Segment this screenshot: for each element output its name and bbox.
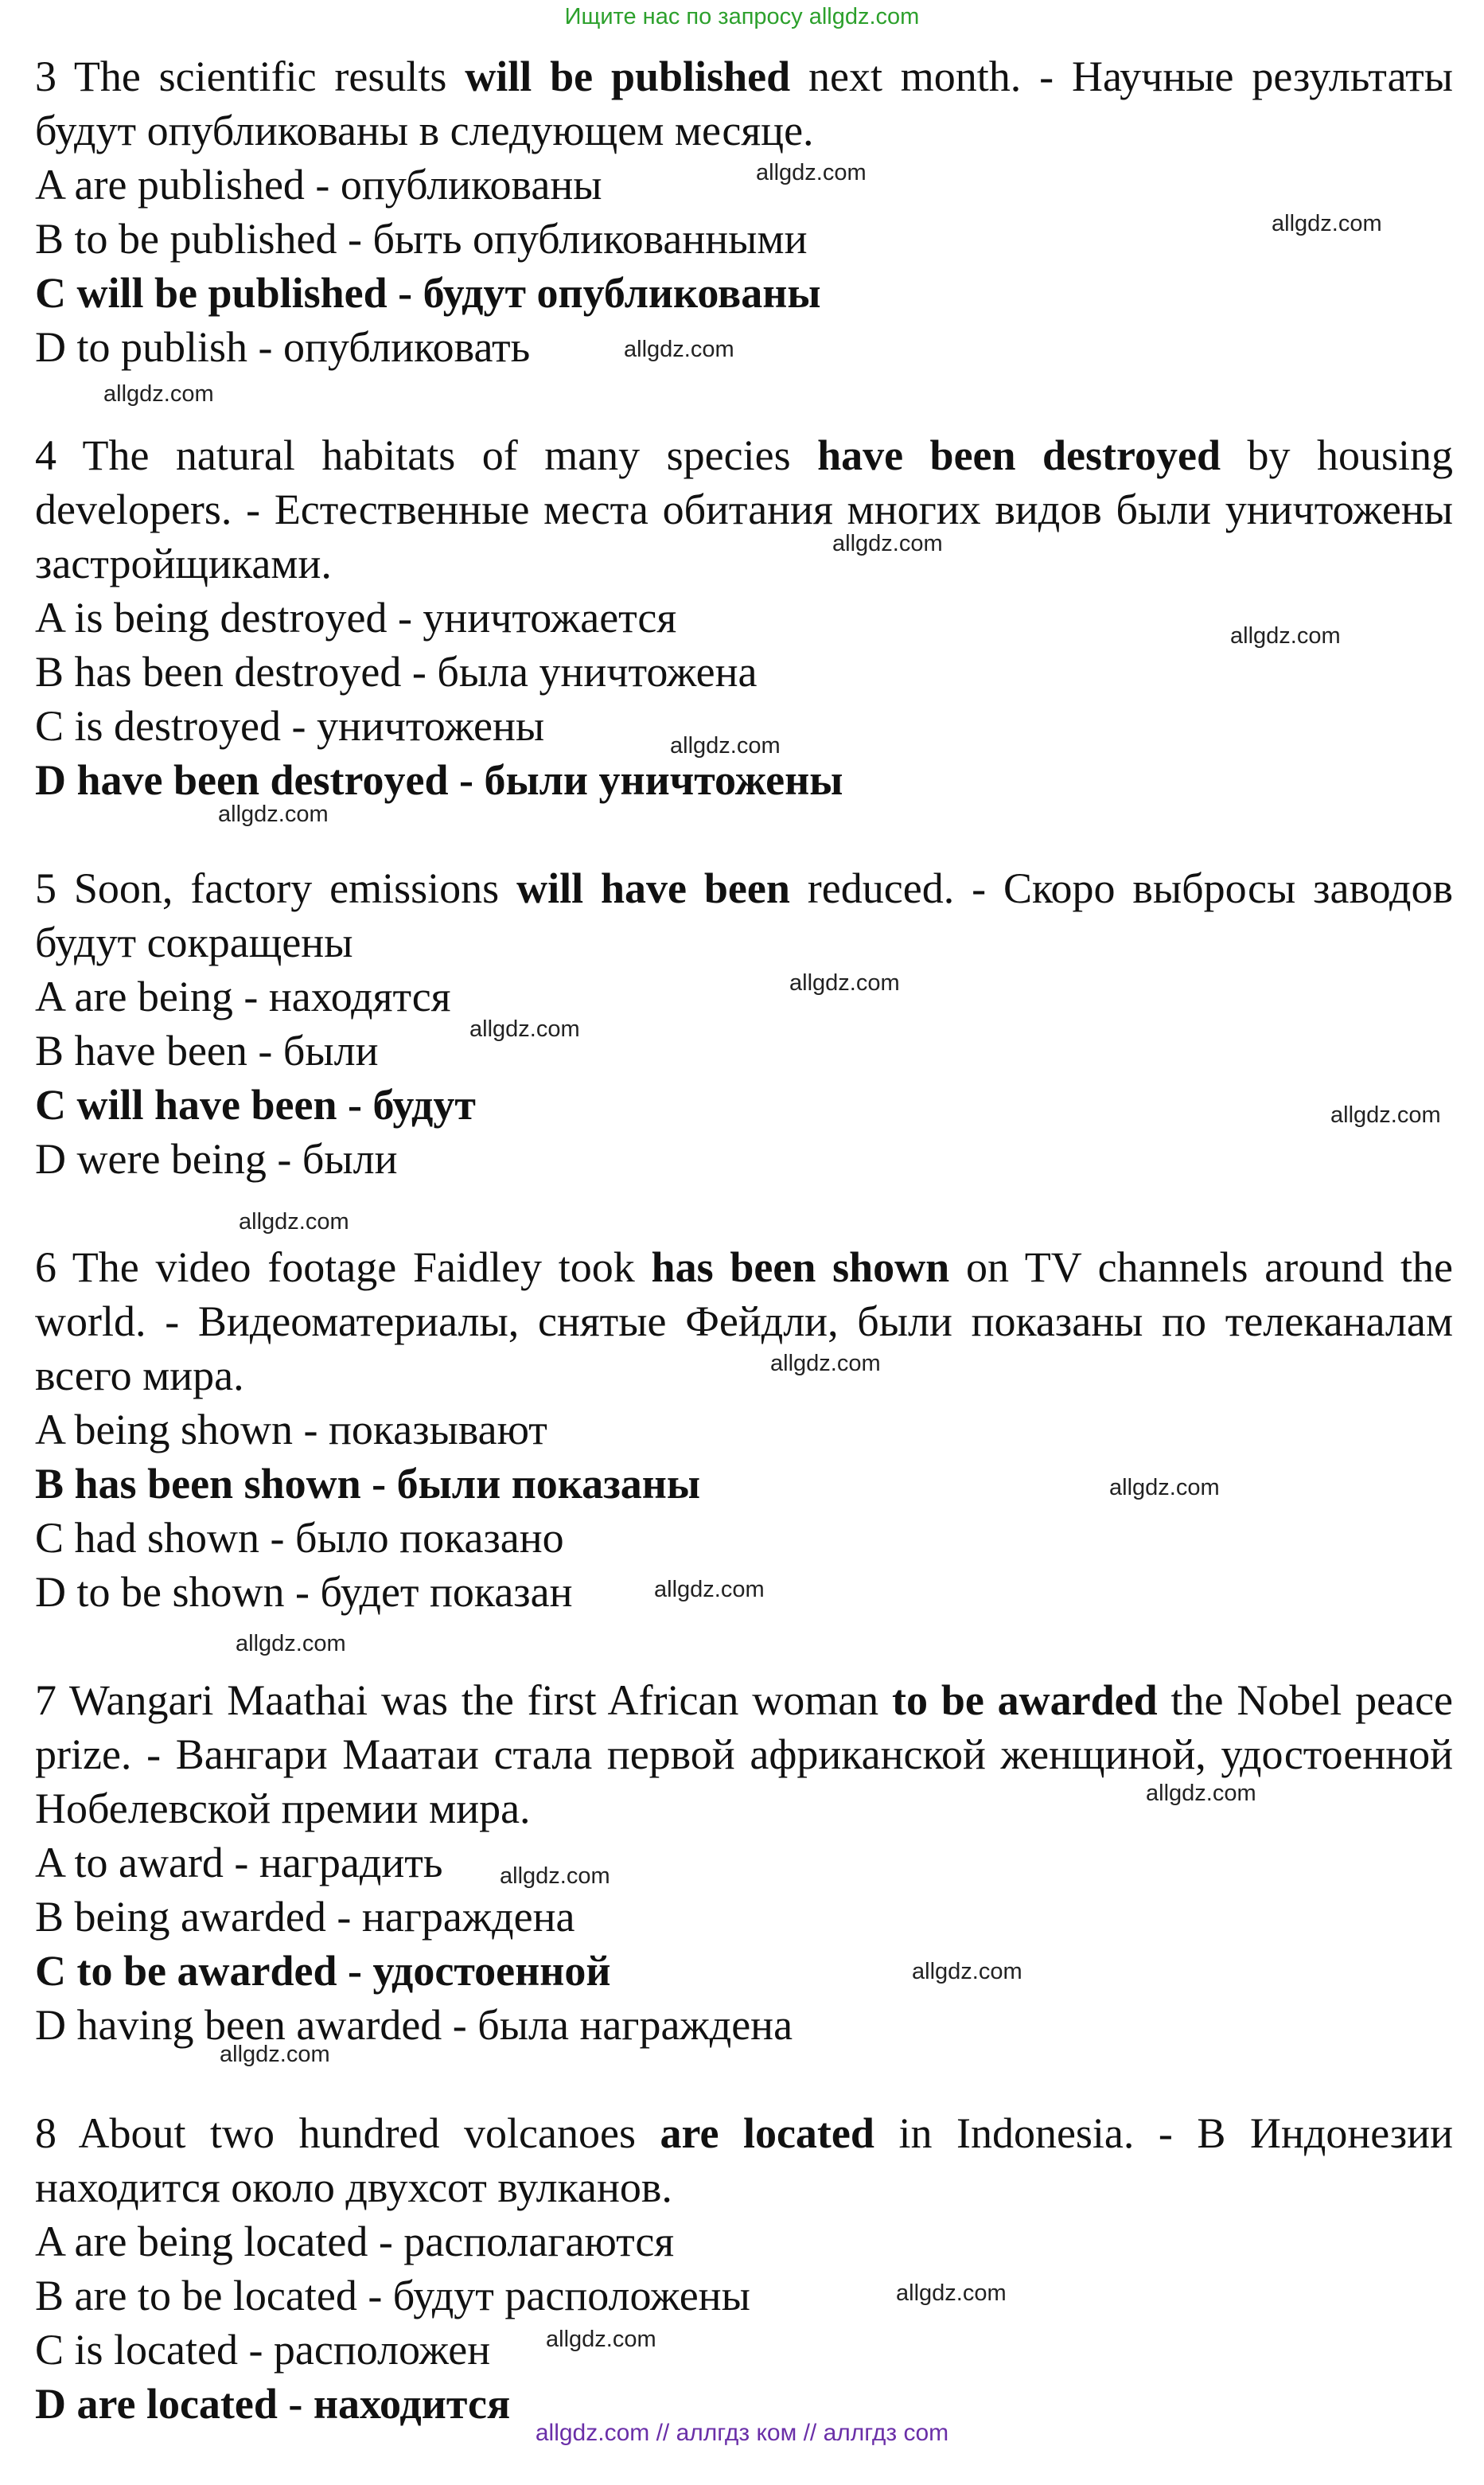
watermark: allgdz.com [1146, 1781, 1256, 1806]
option-a: A are being - находятся [35, 973, 451, 1020]
option-b: B has been destroyed - была уничтожена [35, 648, 758, 696]
question-stem [35, 1240, 1453, 1402]
stem-text: 3 The scientific results [35, 53, 465, 100]
watermark: allgdz.com [220, 2042, 330, 2067]
watermark: allgdz.com [1272, 211, 1382, 236]
watermark: allgdz.com [1230, 623, 1341, 649]
watermark: allgdz.com [670, 733, 781, 759]
stem-answer-bold: will have been [516, 864, 790, 912]
option-a: A is being destroyed - уничтожается [35, 594, 677, 642]
stem-answer-bold: will be published [465, 53, 791, 100]
watermark: allgdz.com [103, 381, 214, 407]
stem-text: 4 The natural habitats of many species [35, 431, 818, 479]
watermark: allgdz.com [218, 802, 329, 827]
stem-translation: by housing developers. - Естественные места обитания многих видов были уничтожены застройщиками. [35, 431, 1453, 587]
option-d-correct: D have been destroyed - были уничтожены [35, 756, 843, 804]
watermark: allgdz.com [770, 1351, 881, 1376]
header-banner[interactable]: Ищите нас по запросу allgdz.com [564, 4, 920, 29]
question-stem [35, 49, 1453, 158]
watermark: allgdz.com [896, 2280, 1007, 2306]
stem-answer-bold: have been destroyed [817, 431, 1221, 479]
stem-text: 5 Soon, factory emissions [35, 864, 517, 912]
stem-translation: reduced. - Скоро выбросы заводов будут сокращены [35, 864, 1453, 966]
option-d: D were being - были [35, 1135, 398, 1183]
option-d: D to be shown - будет показан [35, 1568, 573, 1616]
stem-translation: on TV channels around the world. - Видеоматериалы, снятые Фейдли, были показаны по телеканалам всего мира. [35, 1243, 1453, 1399]
stem-answer-bold: to be awarded [892, 1676, 1158, 1724]
stem-text: 7 Wangari Maathai was the first African woman [35, 1676, 893, 1724]
option-a: A are being located - располагаются [35, 2218, 675, 2265]
stem-translation: next month. - Научные результаты будут опубликованы в следующем месяце. [35, 53, 1454, 154]
watermark: allgdz.com [832, 531, 943, 556]
watermark: allgdz.com [1109, 1475, 1220, 1500]
footer-banner[interactable]: allgdz.com // аллгдз ком // аллгдз com [535, 2420, 949, 2446]
stem-answer-bold: are located [660, 2109, 874, 2157]
question-6 [35, 1240, 1453, 1619]
watermark: allgdz.com [756, 160, 867, 185]
option-b: B being awarded - награждена [35, 1893, 575, 1941]
watermark: allgdz.com [624, 337, 734, 362]
option-c-correct: C to be awarded - удостоенной [35, 1947, 611, 1995]
question-8 [35, 2106, 1453, 2431]
watermark: allgdz.com [789, 970, 900, 996]
stem-answer-bold: has been shown [651, 1243, 950, 1291]
watermark: allgdz.com [236, 1631, 346, 1656]
option-c: C is destroyed - уничтожены [35, 702, 545, 750]
option-d: D having been awarded - была награждена [35, 2001, 793, 2049]
option-a: A to award - наградить [35, 1839, 443, 1886]
question-stem [35, 2106, 1453, 2214]
question-stem [35, 1673, 1453, 1835]
option-c: C is located - расположен [35, 2326, 491, 2374]
watermark: allgdz.com [546, 2327, 656, 2352]
option-a: A are published - опубликованы [35, 161, 602, 209]
option-d-correct: D are located - находится [35, 2380, 511, 2428]
watermark: allgdz.com [912, 1959, 1022, 1984]
question-7 [35, 1673, 1453, 2052]
watermark: allgdz.com [500, 1863, 610, 1889]
exercise-content [35, 49, 1453, 2485]
option-a: A being shown - показывают [35, 1406, 547, 1453]
question-5 [35, 861, 1453, 1186]
option-b: B are to be located - будут расположены [35, 2272, 750, 2319]
stem-translation: in Indonesia. - В Индонезии находится около двухсот вулканов. [35, 2109, 1453, 2211]
option-b-correct: B has been shown - были показаны [35, 1460, 701, 1508]
question-stem [35, 428, 1453, 591]
watermark: allgdz.com [469, 1016, 580, 1042]
option-c: C had shown - было показано [35, 1514, 564, 1562]
question-3 [35, 49, 1453, 374]
option-c-correct: C will be published - будут опубликованы [35, 269, 821, 317]
watermark: allgdz.com [1330, 1102, 1441, 1128]
stem-text: 6 The video footage Faidley took [35, 1243, 652, 1291]
stem-translation: the Nobel peace prize. - Вангари Маатаи стала первой африканской женщиной, удостоенной Нобелевской премии мира. [35, 1676, 1454, 1832]
option-d: D to publish - опубликовать [35, 323, 531, 371]
option-b: B have been - были [35, 1027, 379, 1075]
watermark: allgdz.com [239, 1209, 349, 1235]
option-c-correct: C will have been - будут [35, 1081, 476, 1129]
question-stem [35, 861, 1453, 969]
stem-text: 8 About two hundred volcanoes [35, 2109, 660, 2157]
watermark: allgdz.com [654, 1577, 765, 1602]
option-b: B to be published - быть опубликованными [35, 215, 808, 263]
